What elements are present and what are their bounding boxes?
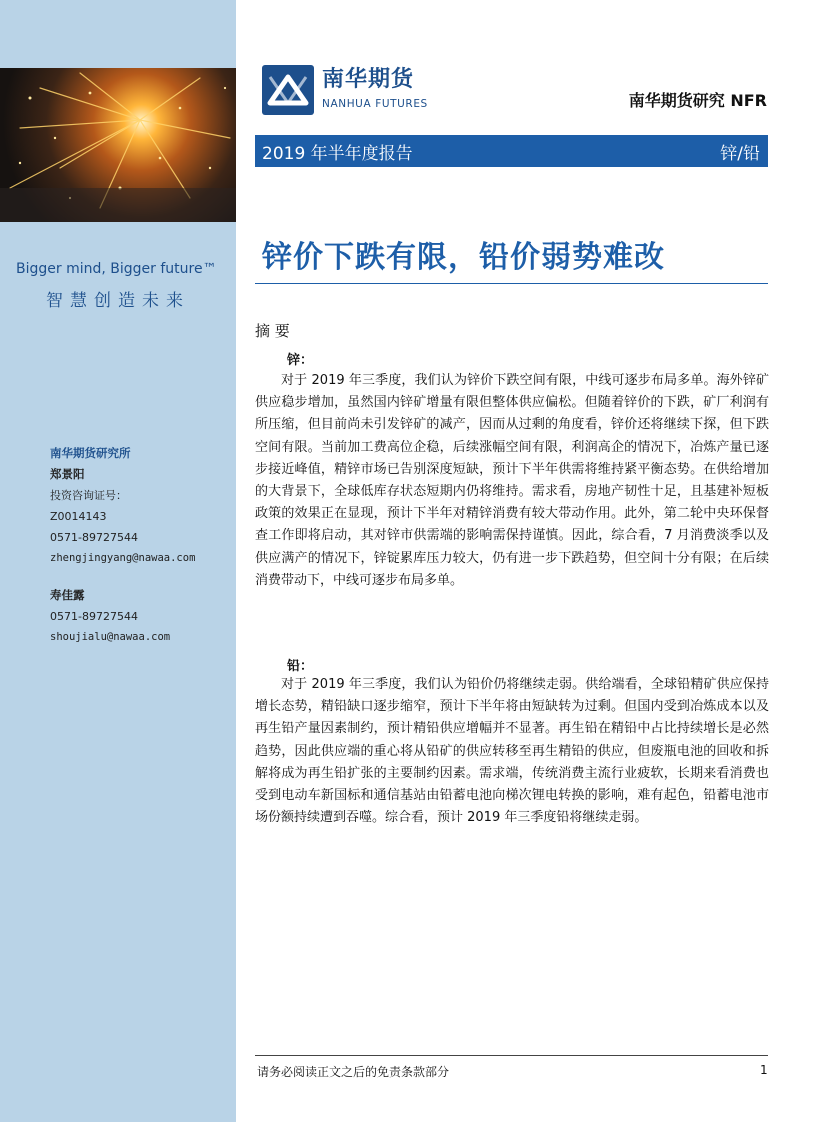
analyst-email[interactable]: shoujialu@nawaa.com [50,631,171,643]
sparks-image [0,68,236,222]
report-category: 锌/铅 [720,144,760,164]
sparks-photo [0,68,236,222]
slogan-chinese: 智慧创造未来 [46,291,190,311]
abstract-heading: 摘 要 [255,322,290,340]
license-label: 投资咨询证号： [50,489,127,502]
page-number: 1 [760,1063,768,1077]
report-type: 2019 年半年度报告 [262,144,413,164]
logo-chinese: 南华期货 [322,67,415,92]
title-divider [255,283,768,284]
section-label-zinc: 锌： [287,353,314,368]
analyst-email[interactable]: zhengjingyang@nawaa.com [50,552,196,564]
analyst-phone: 0571-89727544 [50,610,138,623]
section-text-zinc: 对于 2019 年三季度，我们认为锌价下跌空间有限，中线可逐步布局多单。海外锌矿供应稳步增加，虽然国内锌矿增量有限但整体供应偏松。但随着锌价的下跌，矿厂利润有所压缩，但目前尚未引发锌矿的减产，因而从过剩的角度看，锌价还将继续下探，但下跌空间有限。当前加工费高位企稳，后续涨幅空间有限，利润高企的情况下，冶炼产量已逐步接近峰值，精锌市场已告别深度短缺，预计下半年供需将维持紧平衡态势。在供给增加的大背景下，全球低库存状态短期内仍将维持。需求看，房地产韧性十足，且基建补短板政策的效果正在显现，预计下半年对精锌消费有较大带动作用。此外，第二轮中央环保督查工作即将启动，其对锌市供需端的影响需保持谨慎。因此，综合看，7 月消费淡季以及供应满产的情况下，锌锭累库压力较大，仍有进一步下跌趋势，但空间十分有限；在后续消费带动下，中线可逐步布局多单。 [255,373,769,588]
sidebar [0,0,236,1122]
institute-name: 南华期货研究所 [50,446,131,460]
slogan-english: Bigger mind, Bigger future™ [16,261,217,277]
report-banner [255,135,768,167]
logo-english: NANHUA FUTURES [322,98,428,110]
license-number: Z0014143 [50,510,107,523]
footer-divider [255,1055,768,1056]
section-label-lead: 铅： [287,659,314,674]
analyst-contacts [50,443,195,648]
analyst-name: 寿佳露 [50,588,85,602]
page-title: 锌价下跌有限，铅价弱势难改 [262,240,665,275]
analyst-name: 郑景阳 [50,467,85,481]
footer-disclaimer: 请务必阅读正文之后的免责条款部分 [257,1065,450,1079]
section-text-lead: 对于 2019 年三季度，我们认为铅价仍将继续走弱。供给端看，全球铅精矿供应保持增长态势，精铅缺口逐步缩窄，预计下半年将由短缺转为过剩。但国内受到冶炼成本以及再生铅产量因素制约，预计精铅供应增幅并不显著。再生铅在精铅中占比持续增长是必然趋势，因此供应端的重心将从铅矿的供应转移至再生精铅的供应，但废瓶电池的回收和拆解将成为再生铅扩张的主要制约因素。需求端，传统消费主流行业疲软，长期来看消费也受到电动车新国标和通信基站由铅蓄电池向梯次锂电转换的影响，难有起色，铅蓄电池市场份额持续遭到吞噬。综合看，预计 2019 年三季度铅将继续走弱。 [255,677,769,826]
research-label: 南华期货研究 NFR [628,91,767,110]
analyst-phone: 0571-89727544 [50,531,138,544]
